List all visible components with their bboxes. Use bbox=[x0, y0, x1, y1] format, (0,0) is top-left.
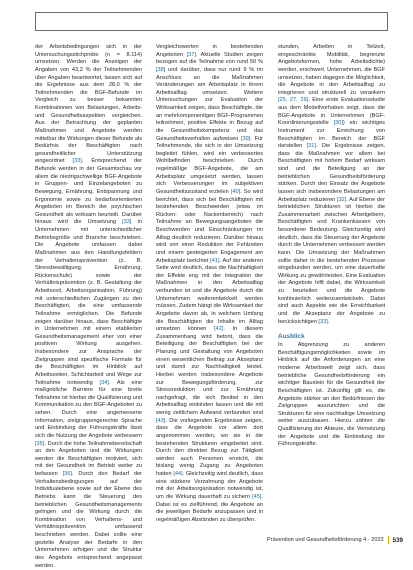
citation-link[interactable]: [35] bbox=[35, 440, 45, 447]
text-column-2 bbox=[156, 44, 264, 523]
body-text: . In diesem Zusammenhang wird betont, dass die Beteiligung der Beschäftigten bei der Planung und Gestaltung von Angeboten einen wesentlichen Beitrag zur Akzeptanz und damit zur Nachhaltigkeit leistet. Hierbei werden insbesondere Angebote zur Bewegungsförderung, zur Stressreduktion und zur Ernährung nachgefragt, die sich flexibel in den Arbeitsalltag einbinden lassen und die mit wenig zeitlichem Aufwand verbunden sind bbox=[156, 326, 263, 416]
citation-link[interactable]: [41] bbox=[210, 257, 220, 264]
body-text: . So wird berichtet, dass sich bei Beschäftigten mit bestehenden Beschwerden (etwa im Rücken- oder Nackenbereich) nach Teilnahme an Bewegungsangeboten die Beschwerden und Einschränkungen im Alltag deutlich reduzieren. Darüber hinaus wird von einer Reduktion der Fehlzeiten und einem gesteigerten Engagement am Arbeitsplatz berichtet bbox=[156, 188, 263, 264]
body-paragraph bbox=[278, 342, 385, 449]
citation-link[interactable]: [33] bbox=[122, 219, 132, 226]
body-text: In Abgrenzung zu anderen Beschäftigungsmöglichkeiten sowie im Hinblick auf die Anforderungen an eine moderne Arbeitswelt zeigt sich, dass betriebliche Gesundheitsförderung ein wichtiger Baustein für die Gesundheit der Beschäftigten ist. Zukünftig gilt es, die Angebote stärker an den Bedürfnissen der Zielgruppen auszurichten und die Strukturen für eine nachhaltige Umsetzung weiter auszubauen. Hierzu zählen die Qualifizierung der Akteure, die Vernetzung der Angebote und die Einbindung der Führungskräfte. bbox=[278, 342, 385, 448]
page-number: 539 bbox=[392, 536, 403, 544]
citation-link[interactable]: [39] bbox=[241, 135, 251, 142]
body-text: . Gleichzeitig wird deutlich, dass eine stärkere Verzahnung der Angebote mit der Arbeitsorganisation notwendig ist, um die Wirkung dauerhaft zu sichern bbox=[156, 471, 264, 500]
header-frame bbox=[35, 12, 388, 31]
body-text: der Arbeitsbedingungen sich in der Untersuchungsstichprobe (n = 8.114) umsetzen. Werden die Anzeigen der Angaben von 43,2 % der Teilnehmenden über Angaben beantwortet, lassen sich auf die Ergebnisse aus dem 28,0 % der Teilnehmenden die BGF-Befunde im Vergleich zu besser bekannten Kombinationen von Belastungen, Arbeits- und Gesundheitsaspekten vergleichen. Aus der Betrachtung der geplanten Maßnahmen und Angebote werden mittelbar die Wirkungen dieser Befunde als Bedürfnis der Beschäftigten nach gesundheitlicher Unterstützung eingeordnet bbox=[35, 44, 142, 165]
body-text: Vergleichswerten in bestehenden Angeboten bbox=[156, 44, 263, 58]
citation-link[interactable]: [45] bbox=[252, 493, 262, 500]
body-paragraph bbox=[35, 44, 142, 570]
text-column-1 bbox=[35, 44, 142, 569]
body-paragraph bbox=[156, 44, 263, 524]
body-text: . Dabei ist es zielführend, die Angebote an die jeweiligen Bedarfe anzupassen und in regelmäßigen Abständen zu überprüfen. bbox=[156, 493, 263, 523]
journal-name: Prävention und Gesundheitsförderung 4 · 2023 bbox=[267, 537, 384, 543]
body-text: . Als eine maßgebliche Barriere für eine breite Teilnahme ist hierbei die Qualifizierung und Kommunikation zu den BGF-Angeboten zu sehen. Durch eine angemessene Information, zielgruppengerechte Sprache und Einbindung der Führungskräfte lässt sich die Nutzung der Angebote verbessern bbox=[35, 379, 142, 439]
citation-link[interactable]: [43] bbox=[156, 417, 166, 424]
body-text: . Für Teilnehmende, die sich in der Umsetzung begleitet fühlen, wird ein verbessertes Wohlbefinden beschrieben. Durch regelmäßige BGF-Angebote, die am Arbeitsplatz umgesetzt werden, lassen sich Verbesserungen im subjektiven Gesundheitszustand erzielen bbox=[156, 135, 264, 195]
body-text: . Eine erste Evaluationsstudie aus dem Modellvorhaben zeigt, dass die BGF-Angebote in Unternehmen (BGF-Koordinierungsstelle bbox=[278, 97, 385, 127]
body-text: . bbox=[327, 318, 330, 325]
body-text: . Aktuelle Studien zeigen bezogen auf die Teilnahme von rund 50 % bbox=[156, 51, 263, 66]
text-column-3 bbox=[278, 44, 385, 510]
body-text: . Durch die hohe Teilnahmebereitschaft an den Angeboten und die Wirkungen werden die Beschäftigten motiviert, sich mit der Gesundheit im Betrieb weiter zu befassen bbox=[35, 440, 142, 477]
section-heading: Ausblick bbox=[278, 333, 305, 341]
citation-link[interactable]: [37] bbox=[186, 51, 196, 58]
citation-link[interactable]: [32] bbox=[336, 196, 347, 203]
citation-link[interactable]: [40] bbox=[230, 188, 241, 195]
body-text: stunden, Arbeiten in Teilzeit, eingeschränkte Mobilität, begrenzte Angebotsformen, hohe Arbeitsdichte) werden, erschwert. Unternehmen, die BGF umsetzen, haben dagegen die Möglichkeit, die Angebote in den Arbeitsalltag zu integrieren und strukturell zu verankern bbox=[278, 44, 385, 96]
citation-link[interactable]: [38] bbox=[156, 66, 166, 73]
body-text: und darüber, dass nur rund 9 % im Anschluss an die Maßnahmen Veränderungen am Arbeitsplatz in ihrem Arbeitsalltag umsetzen. Weitere Untersuchungen zur Evaluation der Wirksamkeit zeigen, dass Beschäftigte, die an mehrkomponentigen BGF-Programmen teilnehmen, positive Effekte in Bezug auf die Gesundheitskompetenz und das Gesundheitsverhalten aufweisen bbox=[156, 66, 263, 142]
footer-separator bbox=[388, 536, 389, 544]
body-text: in Unternehmen mit unterschiedlicher Betriebsgröße und Branche beschrieben. Die Angebote umfassen dabei Maßnahmen aus den Handlungsfeldern der Verhaltensprävention (z. B. Stressbewältigung, Ernährung, Rückenschule) sowie der Verhältnisprävention (z. B. Gestaltung der Arbeitszeit, Arbeitsorganisation, Führung) mit unterschiedlichen Zugängen zu den Beschäftigten, die eine umfassende Teilnahme ermöglichen. Die Befunde zeigen darüber hinaus, dass Beschäftigte in Unternehmen mit einem etablierten Gesundheitsmanagement eher von einer positiven Wirkung ausgehen. Insbesondere zur Ansprache der Zielgruppen sind spezifische Formate für die Beschäftigten im Hinblick auf Arbeitszeiten, Schichtarbeit und Wege zur Teilnahme notwendig bbox=[35, 219, 142, 386]
body-text: . Die Ergebnisse zeigen, dass die Maßnahmen vor allem bei Beschäftigten mit hohem Bedarf wirksam sind und die Beteiligung an der betrieblichen Gesundheitsförderung stärken. Durch den Einsatz der Angebote lassen sich insbesondere Belastungen am Arbeitsplatz reduzieren bbox=[278, 143, 385, 203]
body-text: . Durch den Bedarf der Verhaltensbedingungen auf der Individualebene sowie auf der Ebene des Betriebs kann die Steuerung des betrieblichen Gesundheitsmanagements gelingen und die Wirkung durch die Kombination von Verhaltens- und Verhältnisprävention umfassend beschrieben werden. Dabei sollte eine gezielte Analyse der Bedarfe in den Unternehmen erfolgen und die Struktur des Angebots entsprechend angepasst werden. bbox=[35, 471, 142, 569]
citation-link[interactable]: [34] bbox=[99, 379, 109, 386]
body-text: ) ein wichtiges Instrument zur Erreichung von Beschäftigten im Bereich der BGF darstellen bbox=[278, 120, 385, 150]
citation-link[interactable]: [30] bbox=[333, 120, 343, 127]
citation-link[interactable]: [33] bbox=[72, 158, 82, 165]
body-text: . Auf der anderen Seite wird deutlich, dass die Nachhaltigkeit der Effekte eng mit der Integration der Maßnahmen in den Arbeitsalltag verbunden ist und die Angebote durch die Unternehmen weiterentwickelt werden müssen. Zudem hängt die Wirksamkeit der Angebote davon ab, in welchem Umfang die Beschäftigten die Inhalte im Alltag umsetzen können bbox=[156, 257, 263, 333]
citation-link[interactable]: [44] bbox=[173, 471, 183, 477]
citation-link[interactable]: [42] bbox=[214, 326, 224, 333]
citation-link[interactable]: [33] bbox=[318, 318, 328, 325]
body-text: . Die vorliegenden Ergebnisse zeigen, dass die Angebote vor allem dort angenommen werden, wo sie in die bestehenden Strukturen eingebettet sind. Durch den direkten Bezug zur Tätigkeit werden auch Personen erreicht, die bislang wenig Zugang zu Angeboten hatten bbox=[156, 417, 263, 477]
citation-link[interactable]: [31] bbox=[306, 143, 316, 150]
page-footer bbox=[267, 536, 403, 544]
body-text: . Entsprechend der Befunde werden in der Gesamtschau vor allem die niedrigschwellige BGF-Angebote in Gruppen- und Einzelangeboten zu Bewegung, Ernährung, Entspannung und Ergonomie sowie zu bedarfsorientierten Angeboten im Bereich der psychischen Gesundheit als wirksam beurteilt. Darüber hinaus wird die Umsetzung bbox=[35, 158, 142, 226]
body-paragraph bbox=[278, 44, 385, 326]
citation-link[interactable]: [36] bbox=[62, 471, 72, 477]
body-text: . Auf Ebene der betrieblichen Strukturen ist hierbei die Zusammenarbeit zwischen Arbeitgebern, Beschäftigten und Krankenkassen von besonderer Bedeutung. Gleichzeitig wird deutlich, dass die Steuerung der Angebote durch die Unternehmen verbessert werden kann. Die Umsetzung der Maßnahmen sollte daher in die bestehenden Prozesse eingebunden werden, um eine dauerhafte Wirkung zu gewährleisten. Eine Evaluation der Angebote hilft dabei, die Wirksamkeit zu beurteilen und die Angebote kontinuierlich weiterzuentwickeln. Dabei sind auch Aspekte wie die Erreichbarkeit und die Akzeptanz der Angebote zu berücksichtigen bbox=[278, 196, 385, 325]
citation-link[interactable]: [25, 27, 29] bbox=[278, 97, 309, 104]
